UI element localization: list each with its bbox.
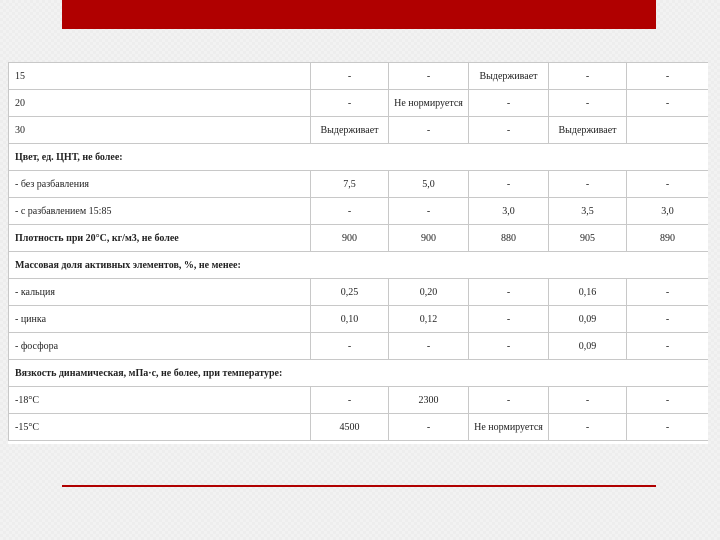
- row-label: - без разбавления: [9, 171, 311, 198]
- row-label: 20: [9, 90, 311, 117]
- row-label: - с разбавлением 15:85: [9, 198, 311, 225]
- section-heading: Массовая доля активных элементов, %, не менее:: [9, 252, 709, 279]
- table-row: [9, 90, 709, 117]
- table-cell: -: [627, 333, 709, 360]
- table-cell: 890: [627, 225, 709, 252]
- table-section-row: [9, 252, 709, 279]
- footer-divider: [62, 485, 656, 487]
- table-cell: -: [389, 198, 469, 225]
- table-cell: -: [389, 117, 469, 144]
- table-cell: -: [549, 414, 627, 441]
- row-label: - кальция: [9, 279, 311, 306]
- row-label: -15°С: [9, 414, 311, 441]
- table-cell: 0,09: [549, 306, 627, 333]
- table-row: [9, 198, 709, 225]
- table-cell: 7,5: [311, 171, 389, 198]
- table-cell: Не нормируется: [469, 414, 549, 441]
- table-cell: -: [627, 387, 709, 414]
- table-cell: 0,09: [549, 333, 627, 360]
- table-cell: -: [469, 387, 549, 414]
- table-cell: -: [549, 387, 627, 414]
- table-cell: -: [469, 333, 549, 360]
- section-heading: Вязкость динамическая, мПа·с, не более, при температуре:: [9, 360, 709, 387]
- table-cell: -: [627, 279, 709, 306]
- row-label: Плотность при 20°С, кг/м3, не более: [9, 225, 311, 252]
- table-cell: -: [469, 306, 549, 333]
- table-cell: 880: [469, 225, 549, 252]
- table-cell: -: [311, 387, 389, 414]
- table-section-row: [9, 144, 709, 171]
- table-cell: -: [469, 279, 549, 306]
- table-row: [9, 117, 709, 144]
- table-cell: 900: [389, 225, 469, 252]
- table-cell: -: [469, 117, 549, 144]
- table-cell: -: [627, 90, 709, 117]
- table-cell: Не нормируется: [389, 90, 469, 117]
- table-cell: -: [389, 333, 469, 360]
- table-row: [9, 306, 709, 333]
- row-label: - цинка: [9, 306, 311, 333]
- table-cell: 2300: [389, 387, 469, 414]
- row-label: 30: [9, 117, 311, 144]
- specification-table: [8, 62, 708, 441]
- table-cell: Выдерживает: [549, 117, 627, 144]
- row-label: 15: [9, 63, 311, 90]
- table-row: [9, 279, 709, 306]
- table-row: [9, 414, 709, 441]
- table-cell: 905: [549, 225, 627, 252]
- table-cell: -: [311, 198, 389, 225]
- table-cell: 0,12: [389, 306, 469, 333]
- table-row: [9, 171, 709, 198]
- table-cell: -: [389, 63, 469, 90]
- table-cell: 900: [311, 225, 389, 252]
- table-cell: 4500: [311, 414, 389, 441]
- table-cell: -: [311, 63, 389, 90]
- table-cell: 3,5: [549, 198, 627, 225]
- table-row: [9, 333, 709, 360]
- table-cell: 0,25: [311, 279, 389, 306]
- table-cell: [627, 117, 709, 144]
- table-row: [9, 225, 709, 252]
- table-cell: -: [627, 63, 709, 90]
- table-cell: -: [469, 90, 549, 117]
- table-cell: -: [627, 171, 709, 198]
- title-accent-bar: [62, 0, 656, 29]
- table-row: [9, 63, 709, 90]
- table-cell: -: [627, 414, 709, 441]
- table-cell: 3,0: [469, 198, 549, 225]
- row-label: -18°С: [9, 387, 311, 414]
- table-cell: 0,10: [311, 306, 389, 333]
- table-cell: 0,16: [549, 279, 627, 306]
- table-cell: 3,0: [627, 198, 709, 225]
- table-cell: -: [469, 171, 549, 198]
- table-cell: -: [311, 333, 389, 360]
- table-cell: 0,20: [389, 279, 469, 306]
- table-cell: -: [389, 414, 469, 441]
- specification-table-container: [8, 62, 708, 444]
- table-cell: 5,0: [389, 171, 469, 198]
- table-cell: -: [627, 306, 709, 333]
- table-section-row: [9, 360, 709, 387]
- table-cell: Выдерживает: [311, 117, 389, 144]
- row-label: - фосфора: [9, 333, 311, 360]
- table-row: [9, 387, 709, 414]
- table-body: [9, 63, 709, 441]
- table-cell: -: [311, 90, 389, 117]
- table-cell: -: [549, 63, 627, 90]
- table-cell: -: [549, 90, 627, 117]
- section-heading: Цвет, ед. ЦНТ, не более:: [9, 144, 709, 171]
- table-cell: Выдерживает: [469, 63, 549, 90]
- table-cell: -: [549, 171, 627, 198]
